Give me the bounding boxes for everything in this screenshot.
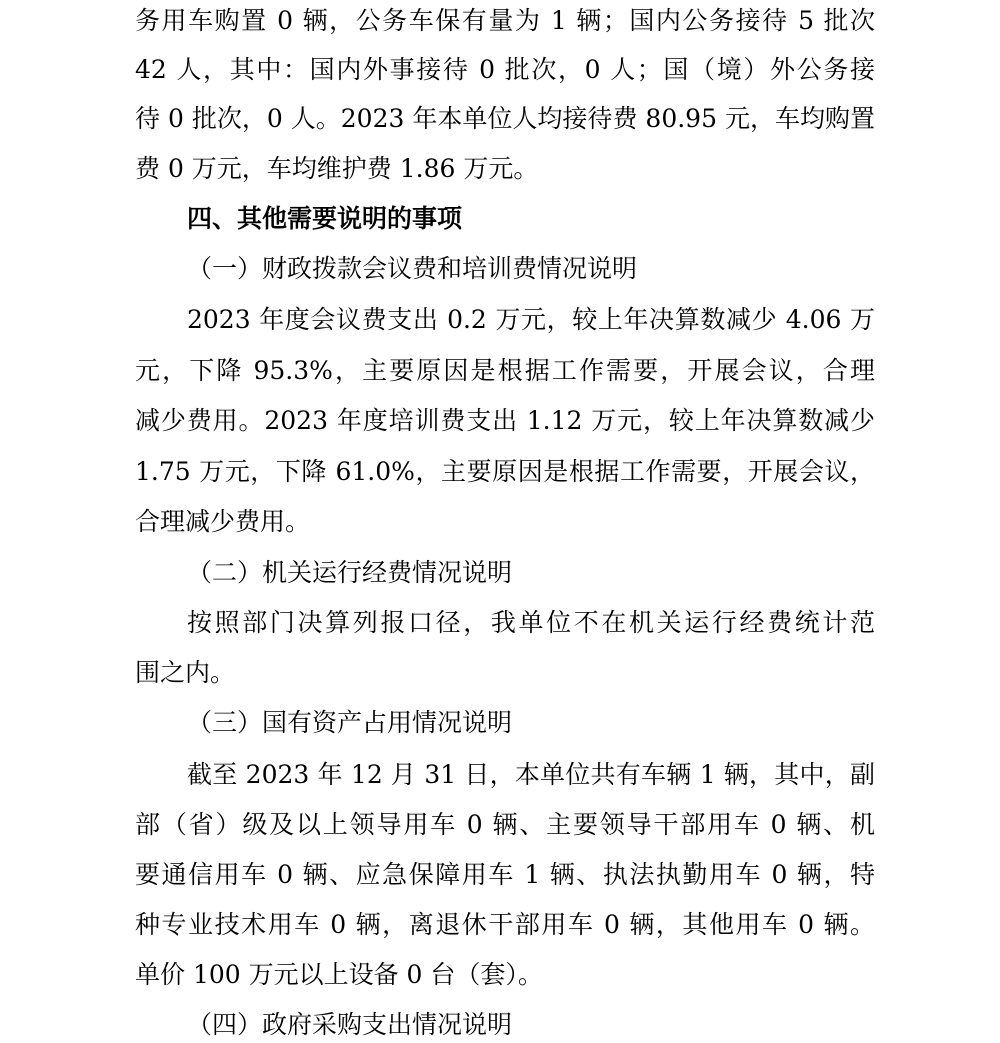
paragraph-line: 截至 2023 年 12 月 31 日，本单位共有车辆 1 辆，其中，副 [187,760,875,789]
subsection-heading: （一）财政拨款会议费和培训费情况说明 [187,254,638,283]
subsection-heading: （二）机关运行经费情况说明 [187,558,513,587]
subsection-heading: （四）政府采购支出情况说明 [187,1010,513,1039]
paragraph-line: 围之内。 [135,658,236,687]
paragraph-line: 1.75 万元，下降 61.0%，主要原因是根据工作需要，开展会议， [135,457,875,486]
paragraph-line: 减少费用。2023 年度培训费支出 1.12 万元，较上年决算数减少 [135,406,875,435]
section-heading: 四、其他需要说明的事项 [187,204,463,233]
paragraph-line: 按照部门决算列报口径，我单位不在机关运行经费统计范 [187,608,875,637]
paragraph-line: 待 0 批次，0 人。2023 年本单位人均接待费 80.95 元，车均购置 [135,104,875,133]
paragraph-line: 种专业技术用车 0 辆，离退休干部用车 0 辆，其他用车 0 辆。 [135,910,875,939]
paragraph-line: 单价 100 万元以上设备 0 台（套）。 [135,960,543,989]
paragraph-line: 合理减少费用。 [135,507,311,536]
paragraph-line: 务用车购置 0 辆，公务车保有量为 1 辆；国内公务接待 5 批次 [135,6,875,35]
paragraph-line: 2023 年度会议费支出 0.2 万元，较上年决算数减少 4.06 万 [187,305,875,334]
paragraph-line: 费 0 万元，车均维护费 1.86 万元。 [135,154,539,183]
paragraph-line: 部（省）级及以上领导用车 0 辆、主要领导干部用车 0 辆、机 [135,810,875,839]
paragraph-line: 元，下降 95.3%，主要原因是根据工作需要，开展会议，合理 [135,356,875,385]
paragraph-line: 42 人，其中：国内外事接待 0 批次，0 人；国（境）外公务接 [135,55,875,84]
paragraph-line: 要通信用车 0 辆、应急保障用车 1 辆、执法执勤用车 0 辆，特 [135,860,875,889]
subsection-heading: （三）国有资产占用情况说明 [187,708,513,737]
